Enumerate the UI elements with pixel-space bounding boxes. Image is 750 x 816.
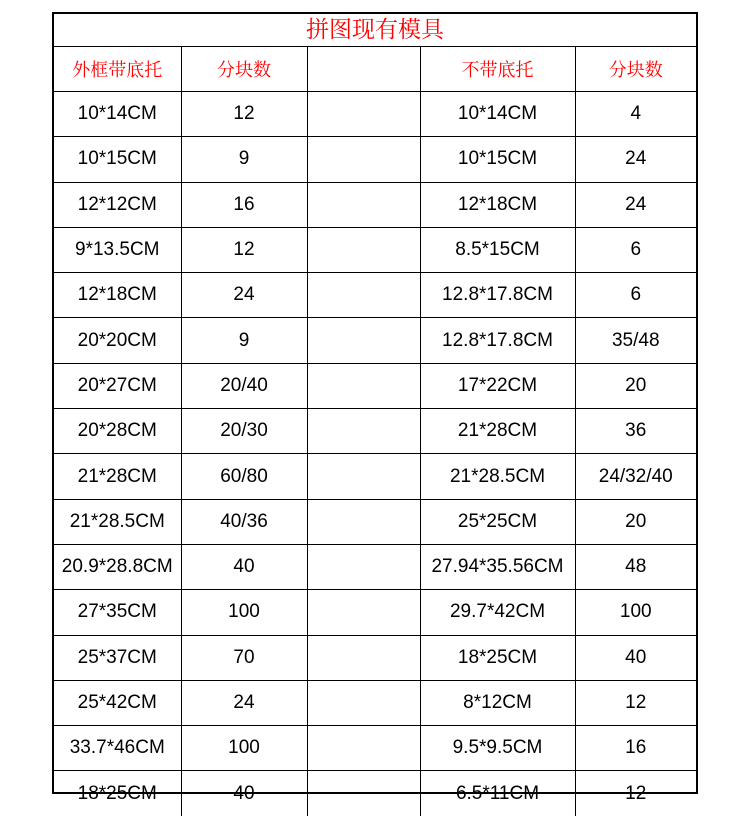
unframed-pieces-cell: 16 [575, 726, 696, 771]
table-row [54, 318, 696, 363]
unframed-pieces-cell: 6 [575, 273, 696, 318]
table-row [54, 771, 696, 816]
framed-pieces-cell: 12 [181, 227, 307, 272]
table-row [54, 227, 696, 272]
unframed-size-cell: 10*14CM [420, 92, 575, 137]
framed-pieces-cell: 70 [181, 635, 307, 680]
table-row [54, 544, 696, 589]
framed-size-cell: 20*27CM [54, 363, 181, 408]
table-row [54, 590, 696, 635]
framed-size-cell: 10*14CM [54, 92, 181, 137]
framed-size-cell: 20.9*28.8CM [54, 544, 181, 589]
unframed-pieces-cell: 24/32/40 [575, 454, 696, 499]
framed-pieces-cell: 40/36 [181, 499, 307, 544]
header-spacer [307, 47, 420, 92]
table-row [54, 499, 696, 544]
unframed-size-cell: 21*28.5CM [420, 454, 575, 499]
framed-pieces-cell: 9 [181, 137, 307, 182]
framed-pieces-cell: 20/40 [181, 363, 307, 408]
unframed-pieces-cell: 12 [575, 680, 696, 725]
spacer-cell [307, 680, 420, 725]
unframed-pieces-cell: 20 [575, 499, 696, 544]
framed-size-cell: 12*18CM [54, 273, 181, 318]
unframed-pieces-cell: 40 [575, 635, 696, 680]
unframed-size-cell: 10*15CM [420, 137, 575, 182]
framed-size-cell: 33.7*46CM [54, 726, 181, 771]
framed-pieces-cell: 100 [181, 590, 307, 635]
header-unframed-pieces: 分块数 [575, 47, 696, 92]
framed-pieces-cell: 100 [181, 726, 307, 771]
unframed-size-cell: 18*25CM [420, 635, 575, 680]
framed-pieces-cell: 40 [181, 544, 307, 589]
unframed-size-cell: 27.94*35.56CM [420, 544, 575, 589]
framed-size-cell: 12*12CM [54, 182, 181, 227]
framed-size-cell: 10*15CM [54, 137, 181, 182]
unframed-pieces-cell: 6 [575, 227, 696, 272]
unframed-size-cell: 17*22CM [420, 363, 575, 408]
table-row [54, 726, 696, 771]
table-row [54, 182, 696, 227]
framed-size-cell: 18*25CM [54, 771, 181, 816]
framed-pieces-cell: 12 [181, 92, 307, 137]
framed-size-cell: 20*20CM [54, 318, 181, 363]
unframed-pieces-cell: 48 [575, 544, 696, 589]
unframed-size-cell: 12.8*17.8CM [420, 273, 575, 318]
unframed-size-cell: 12.8*17.8CM [420, 318, 575, 363]
spacer-cell [307, 771, 420, 816]
spacer-cell [307, 454, 420, 499]
framed-pieces-cell: 9 [181, 318, 307, 363]
unframed-pieces-cell: 35/48 [575, 318, 696, 363]
unframed-size-cell: 25*25CM [420, 499, 575, 544]
unframed-size-cell: 8.5*15CM [420, 227, 575, 272]
table-row [54, 273, 696, 318]
unframed-pieces-cell: 4 [575, 92, 696, 137]
unframed-pieces-cell: 100 [575, 590, 696, 635]
framed-size-cell: 21*28.5CM [54, 499, 181, 544]
header-framed-pieces: 分块数 [181, 47, 307, 92]
spacer-cell [307, 318, 420, 363]
spacer-cell [307, 499, 420, 544]
framed-pieces-cell: 60/80 [181, 454, 307, 499]
mold-table-body [54, 47, 696, 816]
framed-size-cell: 25*42CM [54, 680, 181, 725]
unframed-size-cell: 6.5*11CM [420, 771, 575, 816]
spacer-cell [307, 590, 420, 635]
spacer-cell [307, 635, 420, 680]
unframed-pieces-cell: 24 [575, 137, 696, 182]
framed-size-cell: 27*35CM [54, 590, 181, 635]
unframed-pieces-cell: 36 [575, 409, 696, 454]
framed-pieces-cell: 24 [181, 680, 307, 725]
spacer-cell [307, 726, 420, 771]
unframed-pieces-cell: 20 [575, 363, 696, 408]
table-row [54, 92, 696, 137]
framed-pieces-cell: 24 [181, 273, 307, 318]
header-framed-size: 外框带底托 [54, 47, 181, 92]
framed-size-cell: 9*13.5CM [54, 227, 181, 272]
table-row [54, 454, 696, 499]
unframed-size-cell: 12*18CM [420, 182, 575, 227]
framed-size-cell: 21*28CM [54, 454, 181, 499]
framed-size-cell: 25*37CM [54, 635, 181, 680]
framed-pieces-cell: 40 [181, 771, 307, 816]
table-header-row [54, 47, 696, 92]
table-row [54, 137, 696, 182]
unframed-size-cell: 8*12CM [420, 680, 575, 725]
spacer-cell [307, 273, 420, 318]
mold-table-sheet [52, 12, 698, 804]
framed-size-cell: 20*28CM [54, 409, 181, 454]
spacer-cell [307, 227, 420, 272]
table-row [54, 680, 696, 725]
mold-table [54, 47, 696, 816]
table-row [54, 635, 696, 680]
unframed-pieces-cell: 12 [575, 771, 696, 816]
framed-pieces-cell: 16 [181, 182, 307, 227]
header-unframed-size: 不带底托 [420, 47, 575, 92]
spacer-cell [307, 409, 420, 454]
table-row [54, 409, 696, 454]
unframed-size-cell: 29.7*42CM [420, 590, 575, 635]
spacer-cell [307, 182, 420, 227]
framed-pieces-cell: 20/30 [181, 409, 307, 454]
unframed-size-cell: 21*28CM [420, 409, 575, 454]
unframed-pieces-cell: 24 [575, 182, 696, 227]
spacer-cell [307, 544, 420, 589]
table-row [54, 363, 696, 408]
unframed-size-cell: 9.5*9.5CM [420, 726, 575, 771]
spacer-cell [307, 363, 420, 408]
spacer-cell [307, 137, 420, 182]
spacer-cell [307, 92, 420, 137]
table-title: 拼图现有模具 [54, 14, 696, 47]
